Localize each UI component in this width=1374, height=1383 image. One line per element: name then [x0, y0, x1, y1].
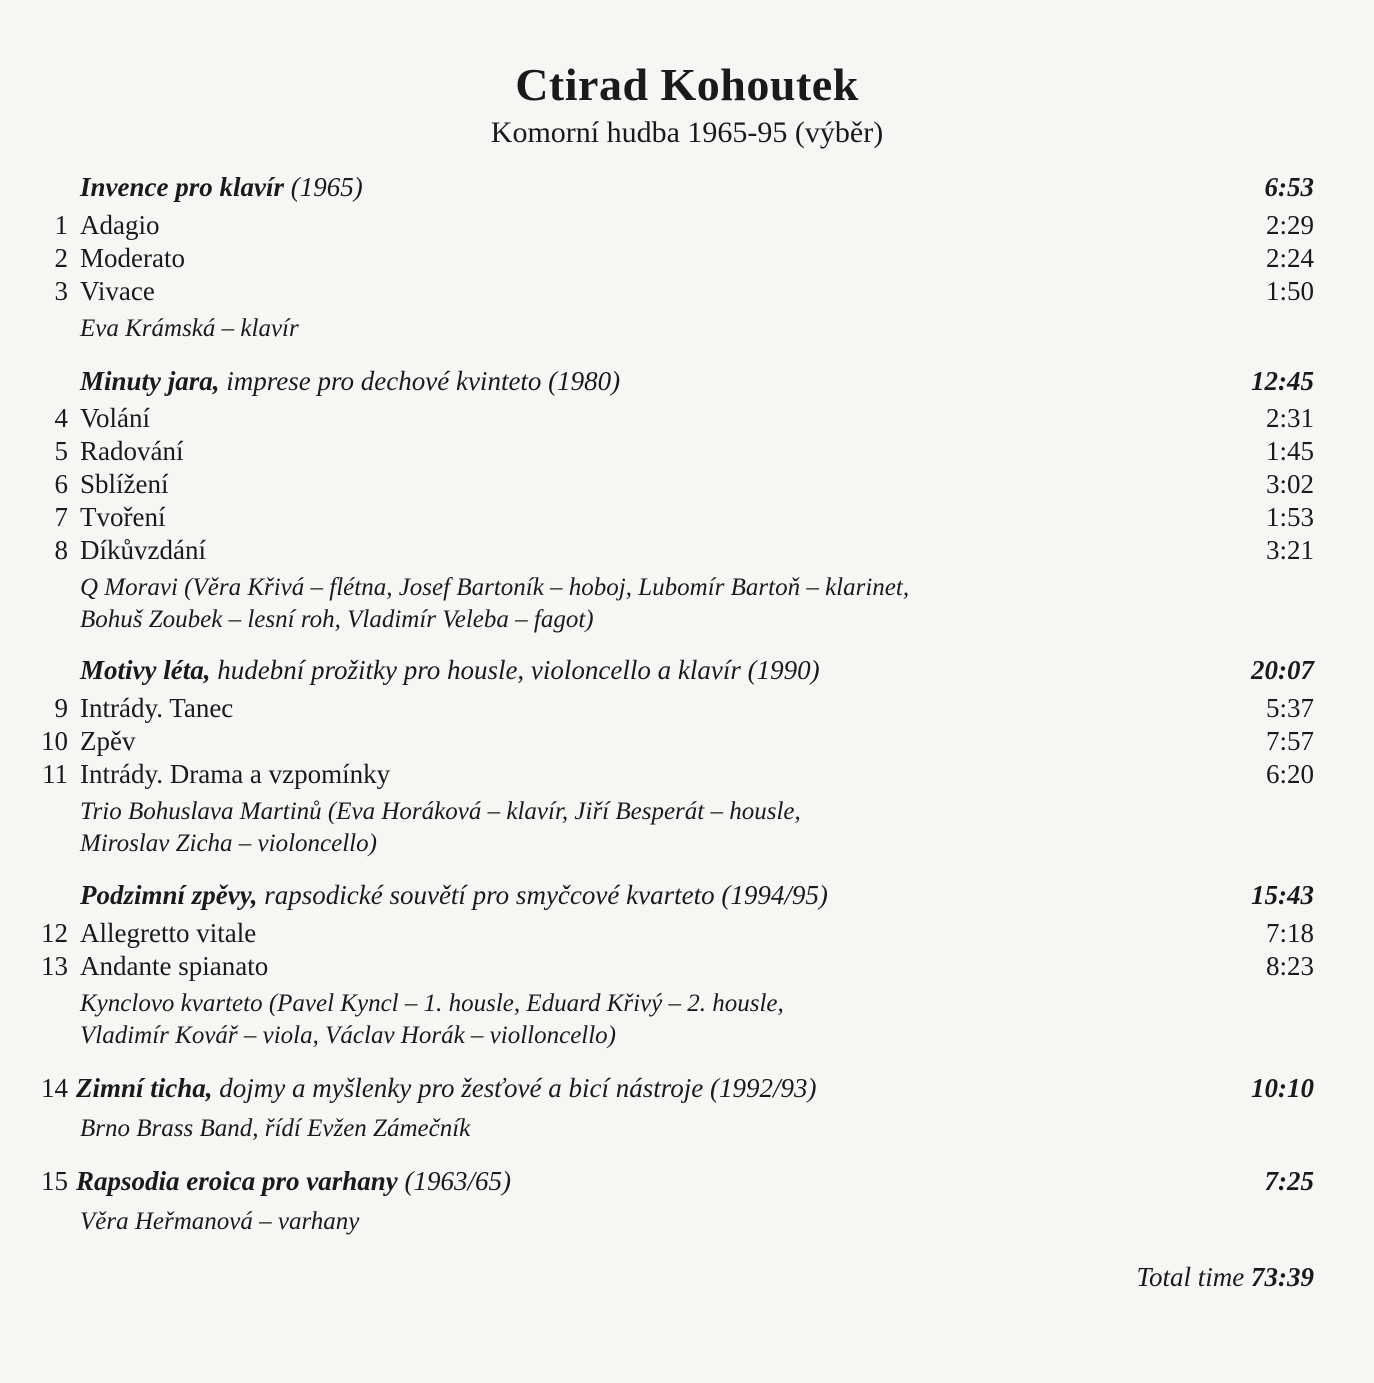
work-duration: 7:25 [1264, 1166, 1314, 1196]
track-number: 5 [54, 436, 68, 466]
track-title: Vivace [80, 276, 155, 306]
album-title: Komorní hudba 1965-95 (výběr) [490, 116, 884, 149]
track-number: 9 [54, 693, 68, 723]
work-duration: 12:45 [1251, 366, 1314, 396]
track-row [0, 693, 1374, 727]
track-duration: 2:24 [1265, 243, 1314, 273]
track-title: Volání [80, 403, 151, 433]
work-subtitle: dojmy a myšlenky pro žesťové a bicí nástroje (1992/93) [212, 1073, 817, 1103]
work-heading [0, 1166, 1374, 1200]
work-heading [0, 366, 1374, 400]
work-heading [0, 880, 1374, 914]
work-title: Motivy léta, [80, 655, 211, 685]
track-row [0, 403, 1374, 437]
track-title: Radování [80, 436, 184, 466]
work-title: Podzimní zpěvy, [80, 880, 258, 910]
work-heading [0, 1073, 1374, 1107]
work-duration: 15:43 [1251, 880, 1314, 910]
track-title: Díkůvzdání [80, 535, 206, 565]
track-duration: 1:45 [1265, 436, 1314, 466]
track-duration: 3:02 [1265, 469, 1314, 499]
work-duration: 6:53 [1264, 172, 1314, 202]
work-duration: 10:10 [1251, 1073, 1314, 1103]
total-time [0, 1262, 1374, 1296]
track-number: 6 [54, 469, 68, 499]
track-number: 8 [54, 535, 68, 565]
track-title: Intrády. Tanec [80, 693, 234, 723]
track-row [0, 951, 1374, 985]
track-number: 11 [42, 759, 68, 789]
track-number: 7 [54, 502, 68, 532]
work-subtitle: hudební prožitky pro housle, violoncello a klavír (1990) [210, 655, 820, 685]
performers-line: Vladimír Kovář – viola, Václav Horák – violloncello) [80, 1022, 617, 1049]
track-duration: 7:18 [1265, 918, 1314, 948]
work-title: Rapsodia eroica pro varhany [76, 1166, 398, 1196]
track-title: Sblížení [80, 469, 169, 499]
track-number: 2 [54, 243, 68, 273]
work-subtitle: (1963/65) [397, 1166, 511, 1196]
work-subtitle: (1965) [283, 172, 363, 202]
track-duration: 2:29 [1265, 210, 1314, 240]
track-duration: 7:57 [1265, 726, 1314, 756]
work-heading [0, 655, 1374, 689]
track-duration: 5:37 [1265, 693, 1314, 723]
track-duration: 2:31 [1265, 403, 1314, 433]
performers-line: Eva Krámská – klavír [80, 315, 299, 342]
performers-line: Trio Bohuslava Martinů (Eva Horáková – klavír, Jiří Besperát – housle, [80, 798, 801, 825]
track-title: Intrády. Drama a vzpomínky [80, 759, 391, 789]
track-row [0, 469, 1374, 503]
total-time-label: Total time [1136, 1262, 1251, 1292]
work-title: Minuty jara, [80, 366, 220, 396]
track-duration: 3:21 [1265, 535, 1314, 565]
work-subtitle: rapsodické souvětí pro smyčcové kvarteto (1994/95) [257, 880, 828, 910]
track-number: 1 [54, 210, 68, 240]
track-number: 10 [41, 726, 68, 756]
track-row [0, 502, 1374, 536]
track-duration: 1:50 [1265, 276, 1314, 306]
track-number: 15 [41, 1166, 68, 1196]
track-row [0, 535, 1374, 569]
track-row [0, 210, 1374, 244]
track-row [0, 918, 1374, 952]
performers-line: Brno Brass Band, řídí Evžen Zámečník [80, 1115, 471, 1142]
work-title: Invence pro klavír [80, 172, 284, 202]
track-title: Andante spianato [80, 951, 269, 981]
performers-line: Bohuš Zoubek – lesní roh, Vladimír Veleba – fagot) [80, 606, 594, 633]
track-row [0, 276, 1374, 310]
work-heading [0, 172, 1374, 206]
track-title: Moderato [80, 243, 185, 273]
track-row [0, 759, 1374, 793]
composer-name: Ctirad Kohoutek [515, 59, 859, 110]
track-row [0, 243, 1374, 277]
track-row [0, 436, 1374, 470]
track-row [0, 726, 1374, 760]
track-title: Allegretto vitale [80, 918, 257, 948]
work-duration: 20:07 [1251, 655, 1314, 685]
performers-line: Q Moravi (Věra Křivá – flétna, Josef Bartoník – hoboj, Lubomír Bartoň – klarinet, [80, 574, 910, 601]
track-number: 3 [54, 276, 68, 306]
track-duration: 6:20 [1265, 759, 1314, 789]
work-subtitle: imprese pro dechové kvinteto (1980) [219, 366, 621, 396]
track-number: 12 [41, 918, 68, 948]
track-duration: 1:53 [1265, 502, 1314, 532]
performers-line: Miroslav Zicha – violoncello) [80, 830, 377, 857]
performers-line: Kynclovo kvarteto (Pavel Kyncl – 1. housle, Eduard Křivý – 2. housle, [80, 990, 784, 1017]
track-number: 13 [41, 951, 68, 981]
track-title: Zpěv [80, 726, 136, 756]
work-title: Zimní ticha, [76, 1073, 213, 1103]
track-title: Tvoření [80, 502, 166, 532]
track-title: Adagio [80, 210, 160, 240]
performers-line: Věra Heřmanová – varhany [80, 1208, 360, 1235]
track-duration: 8:23 [1265, 951, 1314, 981]
total-time-value: 73:39 [1251, 1262, 1314, 1292]
track-number: 4 [54, 403, 68, 433]
track-number: 14 [41, 1073, 68, 1103]
